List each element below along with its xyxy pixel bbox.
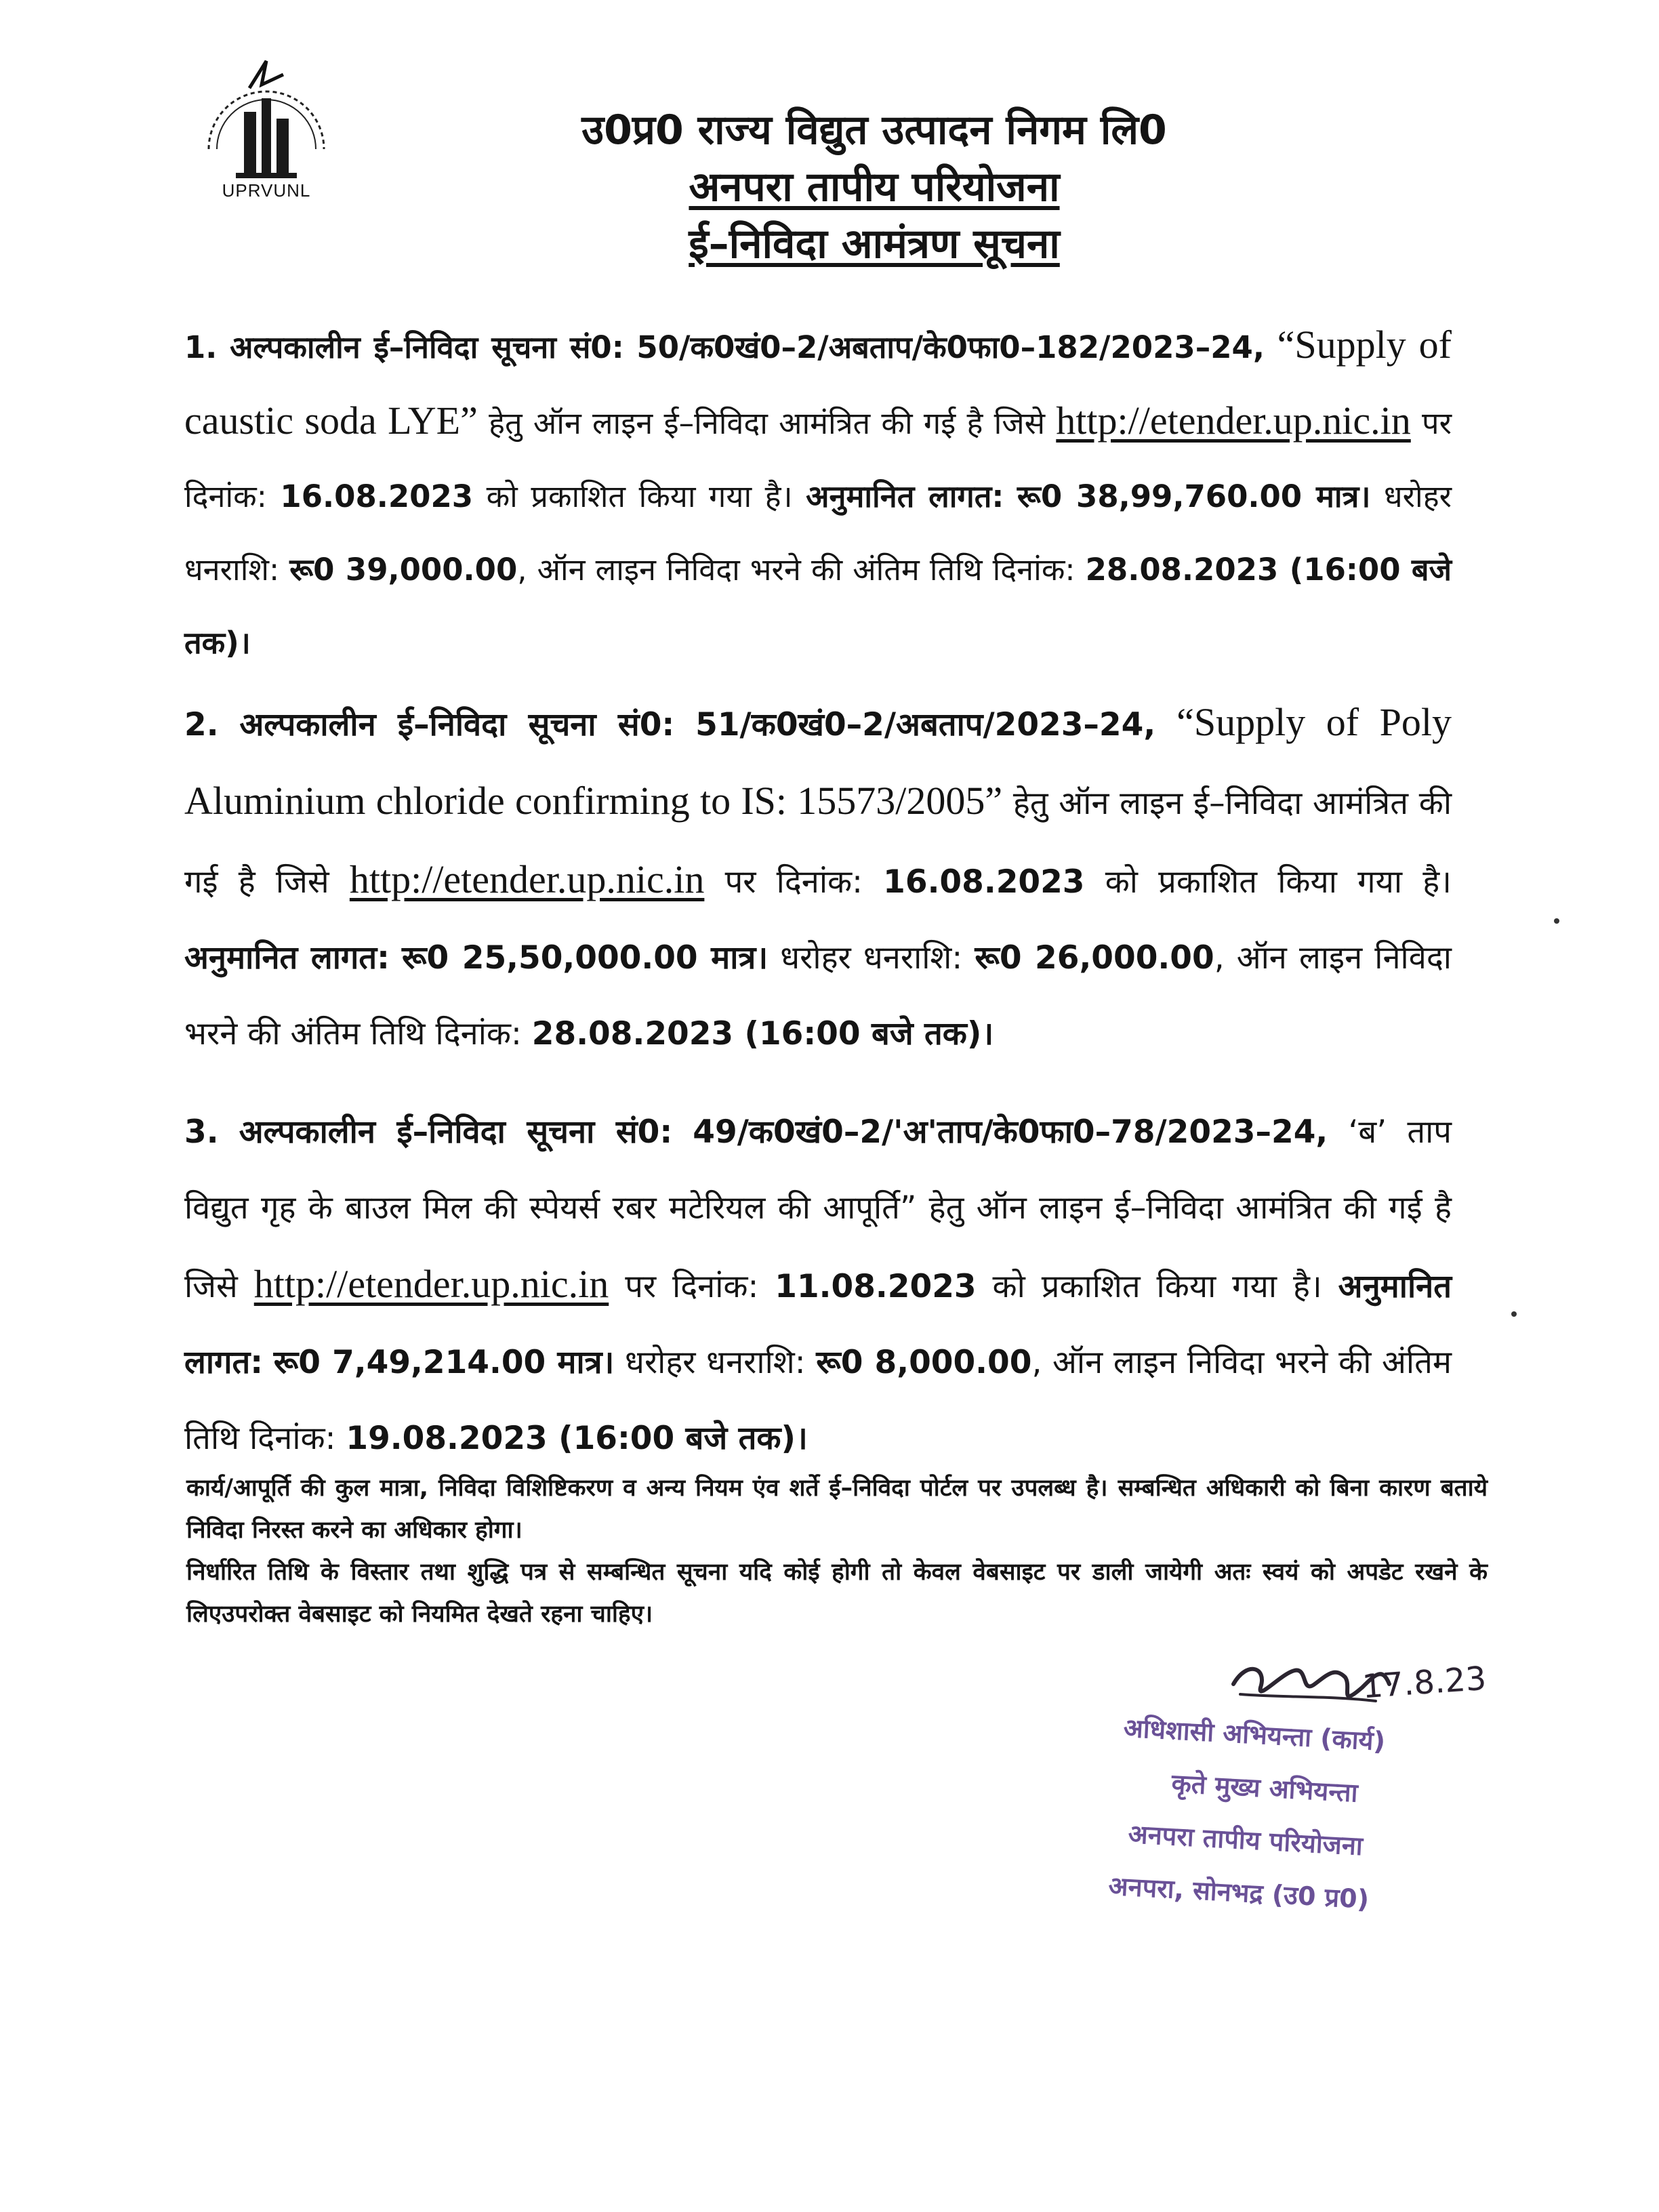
- emd-label: धरोहर धनराशि:: [184, 478, 1452, 588]
- notice-paragraph: [184, 684, 1452, 1072]
- notice-paragraph: [184, 1094, 1452, 1477]
- notice-text: हेतु ऑन लाइन ई–निविदा आमंत्रित की गई है जिसे: [184, 1189, 1452, 1305]
- published-date: 16.08.2023: [883, 863, 1085, 901]
- cost-label: अनुमानित लागत:: [806, 478, 1004, 514]
- etender-link[interactable]: http://etender.up.nic.in: [253, 1262, 609, 1306]
- emd-value: रू0 39,000.00: [289, 552, 518, 588]
- paper-speck: [1554, 918, 1559, 924]
- notice-text: , ऑन लाइन निविदा भरने की अंतिम तिथि दिनांक:: [184, 1344, 1452, 1457]
- signature-date: 17.8.23: [1361, 1659, 1488, 1706]
- tender-notice: [184, 684, 1452, 1072]
- notice-text: पर दिनांक:: [184, 405, 1452, 514]
- emd-label: धरोहर धनराशि:: [625, 1344, 806, 1381]
- notice-subject: “Supply of caustic soda LYE”: [184, 323, 1452, 443]
- notice-text: , ऑन लाइन निविदा भरने की अंतिम तिथि दिनांक:: [184, 939, 1452, 1052]
- notice-label: अल्पकालीन ई–निविदा सूचना सं0:: [239, 1113, 673, 1151]
- notice-number: 1.: [184, 329, 218, 365]
- officer-stamp: [1107, 1701, 1498, 1932]
- tender-notice: [184, 1094, 1452, 1477]
- published-date: 16.08.2023: [280, 478, 474, 514]
- cost-label: अनुमानित लागत:: [184, 1268, 1452, 1381]
- notice-number: 2.: [184, 706, 219, 743]
- cost-value: रू0 38,99,760.00 मात्र।: [1017, 478, 1371, 514]
- emd-value: रू0 8,000.00: [816, 1344, 1032, 1381]
- emd-value: रू0 26,000.00: [975, 939, 1214, 977]
- published-date: 11.08.2023: [775, 1268, 977, 1305]
- etender-link[interactable]: http://etender.up.nic.in: [1056, 398, 1411, 443]
- cost-value: रू0 7,49,214.00 मात्र।: [273, 1344, 615, 1381]
- stamp-line: अनपरा, सोनभद्र (उ0 प्र0): [1107, 1870, 1370, 1914]
- notice-label: अल्पकालीन ई–निविदा सूचना सं0:: [230, 329, 624, 365]
- stamp-line: अधिशासी अभियन्ता (कार्य): [1122, 1713, 1387, 1757]
- last-date: 28.08.2023 (16:00 बजे तक)।: [531, 1015, 994, 1052]
- notice-text: पर दिनांक:: [724, 863, 863, 901]
- notice-ref: 49/क0खं0–2/'अ'ताप/के0फा0–78/2023–24,: [693, 1113, 1328, 1151]
- cost-value: रू0 25,50,000.00 मात्र।: [402, 939, 769, 977]
- paper-speck: [1511, 1311, 1517, 1317]
- logo-label: UPRVUNL: [222, 180, 311, 201]
- notice-text: , ऑन लाइन निविदा भरने की अंतिम तिथि दिनांक:: [517, 552, 1076, 588]
- notice-text: को प्रकाशित किया गया है।: [486, 478, 793, 514]
- notice-paragraph: [184, 308, 1452, 680]
- notice-text: को प्रकाशित किया गया है।: [992, 1268, 1322, 1305]
- tender-notice: [184, 308, 1452, 680]
- project-name: अनपरा तापीय परियोजना: [689, 163, 1060, 211]
- footer-notes: [186, 1467, 1488, 1635]
- notice-title: ई–निविदा आमंत्रण सूचना: [689, 220, 1060, 268]
- footer-note: निर्धारित तिथि के विस्तार तथा शुद्धि पत्र से सम्बन्धित सूचना यदि कोई होगी तो केवल वेबसाइट पर डाली जायेगी अतः स्वयं को अपडेट रखने के लिएउपरोक्त वेबसाइट को नियमित देखते रहना चाहिए।: [186, 1559, 1488, 1628]
- stamp-line: अनपरा तापीय परियोजना: [1127, 1819, 1364, 1862]
- uprvunl-logo: [182, 47, 351, 203]
- notice-text: को प्रकाशित किया गया है।: [1105, 863, 1452, 901]
- etender-link[interactable]: http://etender.up.nic.in: [349, 857, 705, 901]
- last-date: 28.08.2023 (16:00 बजे तक)।: [184, 552, 1452, 661]
- notice-text: पर दिनांक:: [625, 1268, 759, 1305]
- notice-label: अल्पकालीन ई–निविदा सूचना सं0:: [239, 706, 675, 743]
- emd-label: धरोहर धनराशि:: [780, 939, 963, 977]
- notice-ref: 51/क0खं0–2/अबताप/2023–24,: [695, 706, 1156, 743]
- notice-ref: 50/क0खं0–2/अबताप/के0फा0–182/2023–24,: [636, 329, 1265, 365]
- cost-label: अनुमानित लागत:: [184, 939, 390, 977]
- notice-subject: “Supply of Poly Aluminium chloride confirming to IS: 15573/2005”: [184, 700, 1452, 823]
- notice-text: हेतु ऑन लाइन ई–निविदा आमंत्रित की गई है जिसे: [184, 785, 1452, 901]
- footer-note: कार्य/आपूर्ति की कुल मात्रा, निविदा विशिष्टिकरण व अन्य नियम एंव शर्ते ई–निविदा पोर्टल पर उपलब्ध है। सम्बन्धित अधिकारी को बिना कारण बताये निविदा निरस्त करने का अधिकार होगा।: [186, 1475, 1488, 1544]
- notice-text: हेतु ऑन लाइन ई–निविदा आमंत्रित की गई है जिसे: [489, 405, 1046, 441]
- last-date: 19.08.2023 (16:00 बजे तक)।: [346, 1420, 808, 1457]
- document-heading: [488, 102, 1261, 272]
- org-name: उ0प्र0 राज्य विद्युत उत्पादन निगम लि0: [581, 106, 1167, 154]
- notice-subject: ‘ब’ ताप विद्युत गृह के बाउल मिल की स्पेयर्स रबर मटेरियल की आपूर्ति”: [184, 1113, 1452, 1227]
- stamp-line: कृते मुख्य अभियन्ता: [1170, 1768, 1359, 1808]
- notice-number: 3.: [184, 1113, 219, 1151]
